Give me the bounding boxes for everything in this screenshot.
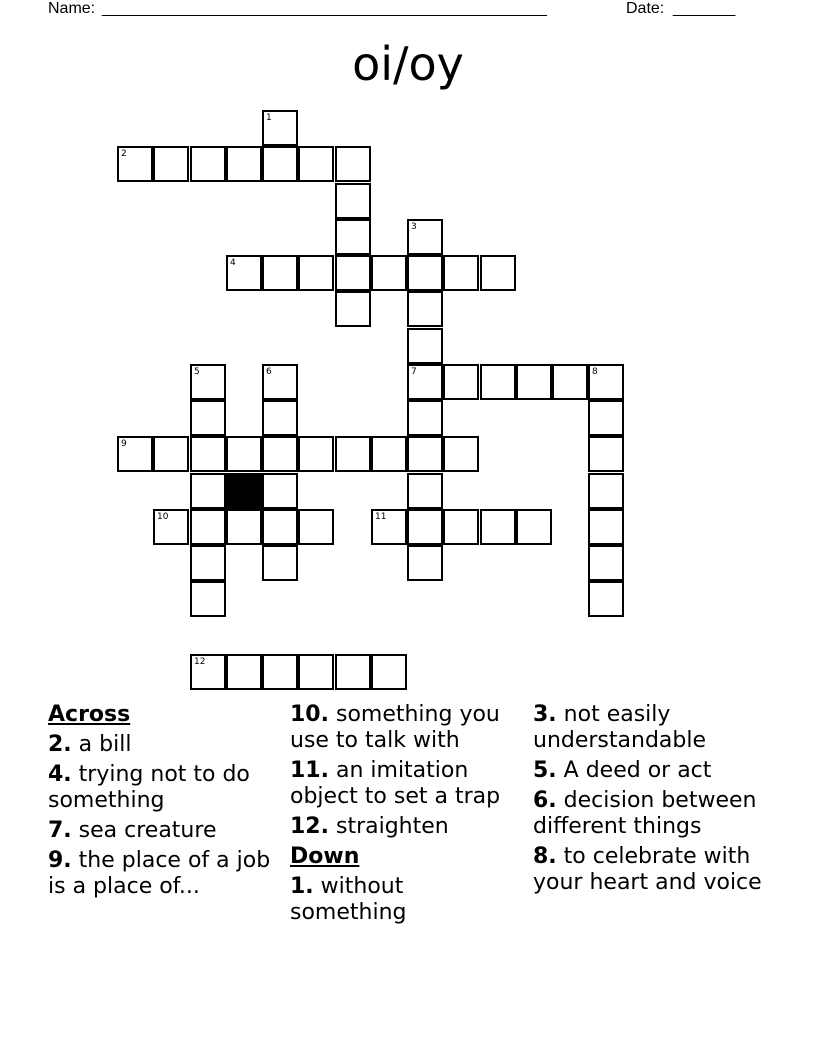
clue-number: 9 [121,439,127,449]
crossword-cell[interactable] [190,436,226,472]
clue-number-label: 9. [48,848,72,873]
crossword-cell[interactable] [226,436,262,472]
crossword-cell[interactable] [262,436,298,472]
crossword-cell[interactable] [443,364,479,400]
clue-number: 5 [194,367,200,377]
crossword-cell[interactable] [407,328,443,364]
crossword-cell[interactable] [443,436,479,472]
crossword-cell[interactable] [226,654,262,690]
crossword-cell[interactable] [371,255,407,291]
crossword-cell[interactable] [262,364,298,400]
name-line[interactable]: __________________________________________________ [102,0,547,17]
clue-text: something you use to talk with [290,702,500,753]
crossword-cell[interactable] [262,473,298,509]
crossword-cell[interactable] [226,255,262,291]
crossword-cell[interactable] [153,436,189,472]
crossword-cell[interactable] [190,654,226,690]
clue-number-label: 3. [533,702,557,727]
clue-text: an imitation object to set a trap [290,758,501,809]
crossword-cell[interactable] [117,146,153,182]
crossword-cell[interactable] [407,436,443,472]
crossword-cell[interactable] [552,364,588,400]
crossword-cell[interactable] [516,364,552,400]
clue-text: decision between different things [533,788,757,839]
clue-number-label: 12. [290,814,329,839]
clue-text: A deed or act [556,758,712,783]
crossword-cell[interactable] [298,509,334,545]
clue-number: 4 [230,258,236,268]
clue-number-label: 10. [290,702,329,727]
down-clue-list-continued [533,702,773,896]
date-label: Date: [626,0,665,17]
clue-number: 1 [266,113,272,123]
crossword-cell[interactable] [190,146,226,182]
clue-text: sea creature [71,818,217,843]
crossword-cell[interactable] [407,364,443,400]
crossword-cell[interactable] [335,219,371,255]
clue-number-label: 11. [290,758,329,783]
clue-text: without something [290,874,407,925]
crossword-cell[interactable] [226,146,262,182]
crossword-cell[interactable] [262,400,298,436]
page-title: oi/oy [352,37,464,91]
crossword-cell[interactable] [153,509,189,545]
crossword-cell[interactable] [588,364,624,400]
crossword-cell[interactable] [298,146,334,182]
crossword-cell[interactable] [480,509,516,545]
clue-number: 7 [411,367,417,377]
clue-item [290,814,525,840]
clue-text: not easily understandable [533,702,707,753]
crossword-cell[interactable] [407,400,443,436]
date-line[interactable]: _______ [673,0,736,17]
clue-item [533,844,773,896]
across-heading: Across [48,702,131,727]
crossword-cell[interactable] [588,545,624,581]
crossword-cell[interactable] [117,436,153,472]
clue-number-label: 1. [290,874,314,899]
across-clue-list-continued [290,702,525,840]
crossword-cell[interactable] [298,436,334,472]
crossword-cell[interactable] [480,255,516,291]
clue-item [290,702,525,754]
crossword-cell[interactable] [190,364,226,400]
crossword-cell[interactable] [407,473,443,509]
crossword-cell[interactable] [262,509,298,545]
clue-number-label: 2. [48,732,72,757]
clue-item [533,788,773,840]
clues-column-1 [48,702,283,904]
crossword-cell[interactable] [480,364,516,400]
crossword-cell[interactable] [262,146,298,182]
clue-number-label: 7. [48,818,72,843]
clue-item [48,848,283,900]
clue-number-label: 4. [48,762,72,787]
clue-text: straighten [328,814,449,839]
down-heading: Down [290,844,360,869]
down-clue-list [290,874,525,926]
across-clue-list [48,732,283,900]
crossword-cell[interactable] [335,183,371,219]
crossword-cell[interactable] [407,255,443,291]
crossword-cell[interactable] [407,219,443,255]
crossword-cell[interactable] [516,509,552,545]
name-label: Name: [48,0,96,17]
crossword-cell[interactable] [588,436,624,472]
clue-number-label: 8. [533,844,557,869]
clue-item [48,732,283,758]
crossword-cell[interactable] [335,146,371,182]
crossword-cell[interactable] [443,255,479,291]
crossword-black-cell [226,473,262,509]
crossword-cell[interactable] [335,436,371,472]
clue-text: the place of a job is a place of... [48,848,271,899]
crossword-cell[interactable] [190,545,226,581]
clue-number: 12 [194,657,206,667]
clue-item [48,762,283,814]
crossword-cell[interactable] [335,654,371,690]
crossword-cell[interactable] [153,146,189,182]
crossword-cell[interactable] [371,436,407,472]
crossword-cell[interactable] [262,255,298,291]
crossword-cell[interactable] [190,400,226,436]
clue-number: 10 [157,512,169,522]
clues-column-2 [290,702,525,930]
crossword-cell[interactable] [371,654,407,690]
crossword-cell[interactable] [588,473,624,509]
crossword-cell[interactable] [226,509,262,545]
crossword-cell[interactable] [262,110,298,146]
clue-number: 6 [266,367,272,377]
clue-item [533,758,773,784]
crossword-cell[interactable] [407,291,443,327]
crossword-cell[interactable] [588,581,624,617]
clue-text: a bill [71,732,132,757]
clue-item [533,702,773,754]
clue-text: trying not to do something [48,762,250,813]
clue-number-label: 6. [533,788,557,813]
clue-item [48,818,283,844]
crossword-cell[interactable] [588,400,624,436]
clue-number: 3 [411,222,417,232]
crossword-cell[interactable] [190,509,226,545]
clues-column-3 [533,702,773,900]
crossword-cell[interactable] [371,509,407,545]
crossword-cell[interactable] [335,255,371,291]
crossword-cell[interactable] [443,509,479,545]
clue-item [290,874,525,926]
crossword-cell[interactable] [407,545,443,581]
clue-number: 8 [592,367,598,377]
crossword-cell[interactable] [190,473,226,509]
crossword-cell[interactable] [262,545,298,581]
crossword-cell[interactable] [262,654,298,690]
crossword-cell[interactable] [190,581,226,617]
crossword-cell[interactable] [407,509,443,545]
clue-item [290,758,525,810]
clue-text: to celebrate with your heart and voice [533,844,762,895]
crossword-cell[interactable] [298,654,334,690]
crossword-cell[interactable] [298,255,334,291]
crossword-cell[interactable] [588,509,624,545]
clue-number-label: 5. [533,758,557,783]
clue-number: 11 [375,512,387,522]
clue-number: 2 [121,149,127,159]
crossword-cell[interactable] [335,291,371,327]
